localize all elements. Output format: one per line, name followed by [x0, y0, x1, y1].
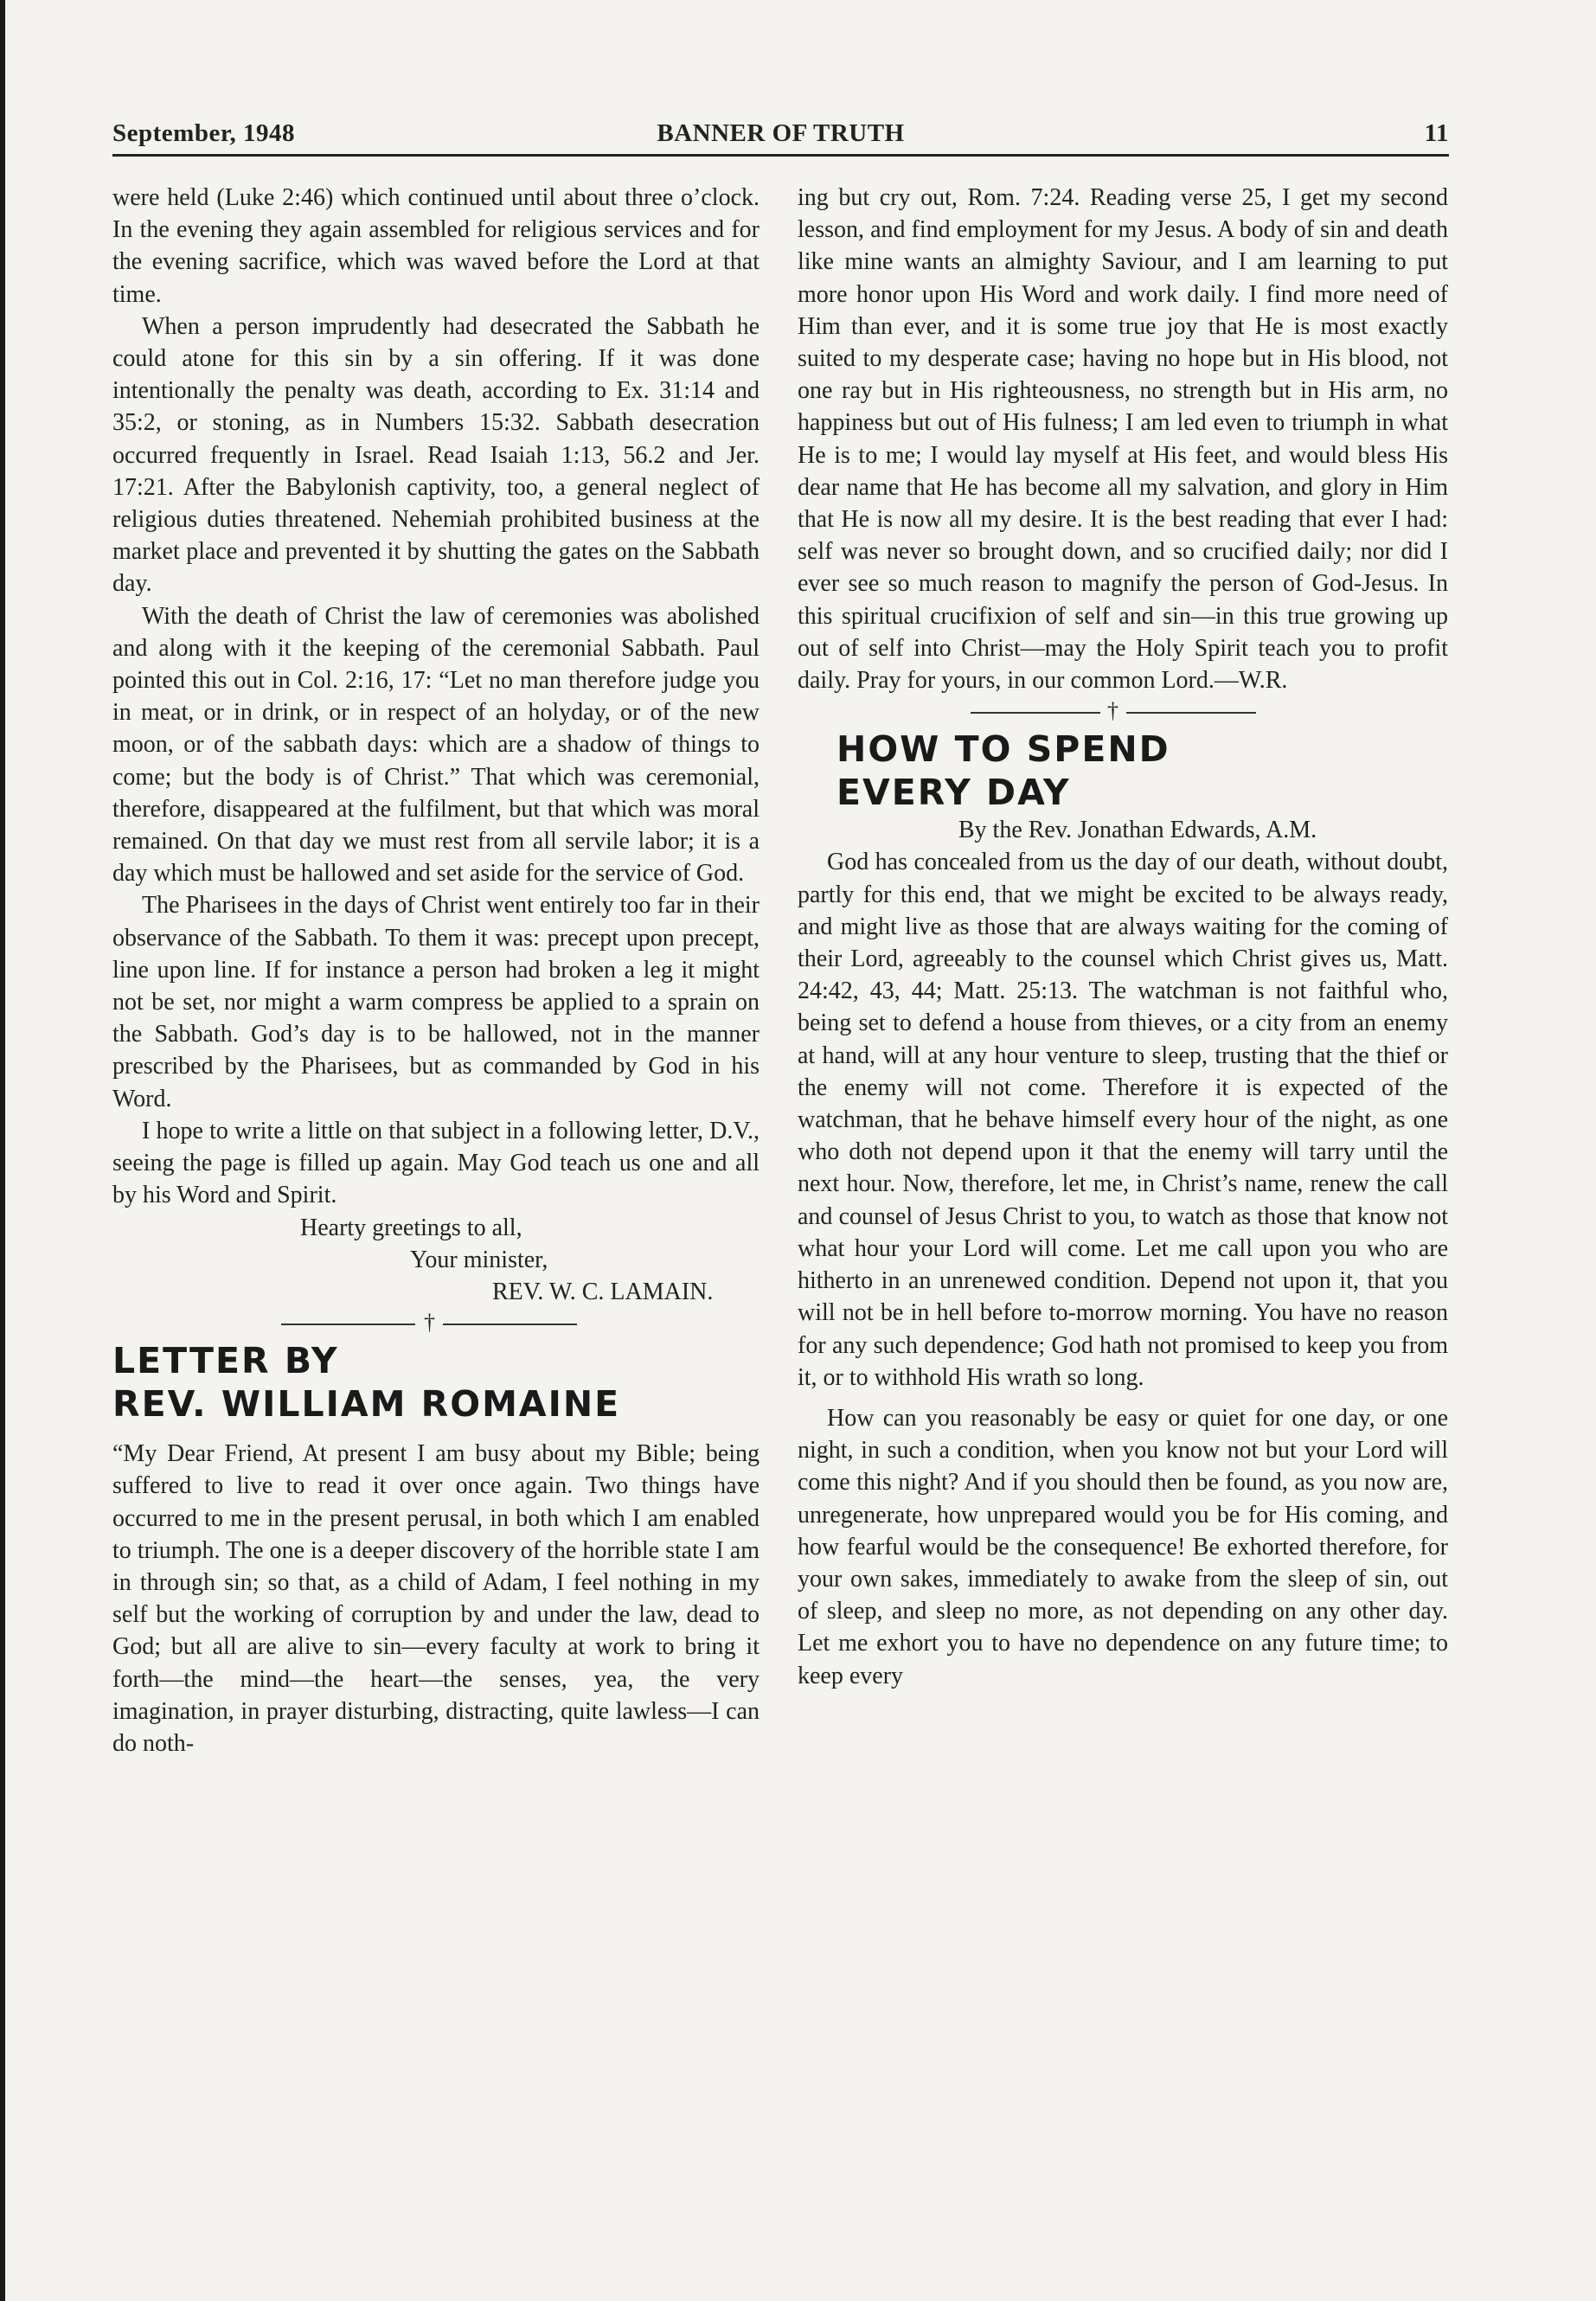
article-title-line-1: LETTER BY [112, 1340, 339, 1382]
left-paragraph-5: I hope to write a little on that subject in a following letter, D.V., seeing the page is filled up again. May God teach us one and all by his Word and Spirit. [112, 1117, 760, 1209]
signature-closing: Your minister, [410, 1246, 548, 1273]
left-paragraph-4: The Pharisees in the days of Christ went entirely too far in their observance of the Sabbath. To them it was: precept upon precept, line upon line. If for instance a person had broken a leg it might not be set, nor might a warm compress be applied to a sprain on the Sabbath. God’s day is to be hallowed, not in the manner prescribed by the Pharisees, but as commanded by God in his Word. [112, 892, 760, 1112]
left-paragraph-3: With the death of Christ the law of ceremonies was abolished and along with it the keeping of the ceremonial Sabbath. Paul pointed this out in Col. 2:16, 17: “Let no man therefore judge you in meat, or in drink, or in respect of an holyday, or of the new moon, or of the sabbath days: which are a shadow of things to come; but the body is of Christ.” That which was ceremonial, therefore, disappeared at the fulfilment, but that which was moral remained. On that day we must rest from all servile labor; it is a day which must be hallowed and set aside for the service of God. [112, 602, 760, 888]
section-divider [112, 1308, 760, 1339]
page-header [112, 112, 1449, 154]
article-title-line-1: HOW TO SPEND [836, 728, 1170, 771]
header-publication: BANNER OF TRUTH [657, 119, 905, 147]
signature-name: REV. W. C. LAMAIN. [492, 1278, 714, 1305]
right-column [798, 182, 1448, 1692]
header-date: September, 1948 [112, 119, 296, 147]
header-rule [112, 154, 1449, 157]
divider-line-left [281, 1324, 415, 1325]
edwards-paragraph-1: God has concealed from us the day of our death, without doubt, partly for this end, that we might be excited to be always ready, and might live as those that are always waiting for the coming of their Lord, agreeably to the counsel which Christ gives us, Matt. 24:42, 43, 44; Matt. 25:13. The watchman is not faithful who, being set to defend a house from thieves, or a city from an enemy at hand, will at any hour venture to sleep, trusting that the thief or the enemy will not come. Therefore it is expected of the watchman, that he behave himself every hour of the night, as one who doth not depend upon it that the enemy will tarry until the next hour. Now, therefore, let me, in Christ’s name, renew the call and counsel of Jesus Christ to you, to watch as those that know not what hour your Lord will come. Let me call upon you who are hitherto in an unrenewed condition. Depend not upon it, that you will not be in hell before to-morrow morning. You have no reason for any such dependence; God hath not promised to keep you from it, or to withhold His wrath so long. [798, 849, 1448, 1391]
article-title-line-2: REV. WILLIAM ROMAINE [112, 1383, 621, 1426]
article-byline: By the Rev. Jonathan Edwards, A.M. [958, 817, 1317, 844]
header-page-number: 11 [1424, 119, 1449, 147]
left-paragraph-2: When a person imprudently had desecrated the Sabbath he could atone for this sin by a sin offering. If it was done intentionally the penalty was death, according to Ex. 31:14 and 35:2, or stoning, as in Numbers 15:32. Sabbath desecration occurred frequently in Israel. Read Isaiah 1:13, 56.2 and Jer. 17:21. After the Babylonish captivity, too, a general neglect of religious duties threatened. Nehemiah prohibited business at the market place and prevented it by shutting the gates on the Sabbath day. [112, 312, 760, 598]
section-divider [798, 696, 1448, 727]
scan-edge [0, 0, 5, 2301]
cross-icon: † [424, 1310, 435, 1336]
divider-line-right [1126, 712, 1256, 714]
romaine-letter-paragraph: “My Dear Friend, At present I am busy about my Bible; being suffered to live to read it over once again. Two things have occurred to me in the present perusal, in both which I am enabled to triumph. The one is a deeper discovery of the horrible state I am in through sin; so that, as a child of Adam, I feel nothing in my self but the working of corruption by and under the law, dead to God; but all are alive to sin—every faculty at work to bring it forth—the mind—the heart—the senses, yea, the very imagination, in prayer disturbing, distracting, quite lawless—I can do noth- [112, 1440, 760, 1757]
signature-greeting: Hearty greetings to all, [300, 1214, 522, 1241]
article-title-line-2: EVERY DAY [836, 772, 1071, 814]
romaine-letter-continued: ing but cry out, Rom. 7:24. Reading verse 25, I get my second lesson, and find employment for my Jesus. A body of sin and death like mine wants an almighty Saviour, and I am learning to put more honor upon His Word and work daily. I find more need of Him than ever, and it is some true joy that He is most exactly suited to my desperate case; having no hope but in His blood, not one ray but in His righteousness, no strength but in His arm, no happiness but out of His fulness; I am led even to triumph in what He is to me; I would lay myself at His feet, and would bless His dear name that He has become all my salvation, and glory in Him that He is now all my desire. It is the best reading that ever I had: self was never so brought down, and so crucified daily; nor did I ever see so much reason to magnify the person of God-Jesus. In this spiritual crucifixion of self and sin—in this true growing up out of self into Christ—may the Holy Spirit teach you to profit daily. Pray for yours, in our common Lord.—W.R. [798, 184, 1448, 695]
left-column [112, 182, 760, 1759]
divider-line-left [971, 712, 1100, 714]
cross-icon: † [1107, 698, 1118, 724]
divider-line-right [443, 1324, 577, 1325]
edwards-paragraph-2: How can you reasonably be easy or quiet for one day, or one night, in such a condition, when you know not but your Lord will come this night? And if you should then be found, as you now are, unregenerate, how unprepared would you be for His coming, and how fearful would be the consequence! Be exhorted therefore, for your own sakes, immediately to awake from the sleep of sin, out of sleep, and sleep no more, as not depending on any other day. Let me exhort you to have no dependence on any future time; to keep every [798, 1404, 1448, 1689]
left-paragraph-1: were held (Luke 2:46) which continued until about three o’clock. In the evening they again assembled for religious services and for the evening sacrifice, which was waved before the Lord at that time. [112, 184, 760, 308]
